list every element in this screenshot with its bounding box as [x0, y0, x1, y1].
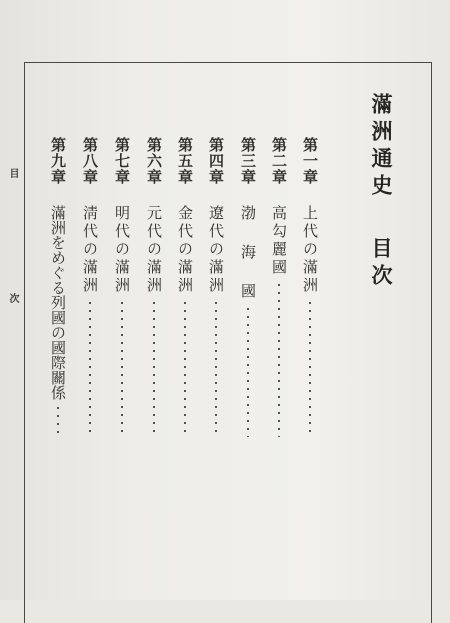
toc-entry-4[interactable] [204, 137, 228, 437]
toc-entry-9[interactable] [46, 137, 70, 437]
toc-entry-7[interactable] [110, 137, 134, 437]
dot-leader [88, 299, 92, 437]
toc-entry-5[interactable] [173, 137, 197, 437]
dot-leader [56, 404, 60, 437]
chapter-number: 第四章 [207, 137, 225, 185]
chapter-number: 第一章 [301, 137, 319, 185]
dot-leader [277, 281, 281, 437]
chapter-title: 元代の滿洲 [145, 205, 163, 295]
toc-heading: 目次 [369, 237, 394, 291]
chapter-title: 上代の滿洲 [301, 205, 319, 295]
chapter-title: 渤 海 國 [239, 205, 257, 301]
toc-title [366, 93, 396, 393]
chapter-title: 金代の滿洲 [176, 205, 194, 295]
chapter-number: 第三章 [239, 137, 257, 185]
chapter-title: 高勾麗國 [270, 205, 288, 277]
chapter-number: 第二章 [270, 137, 288, 185]
dot-leader [183, 299, 187, 437]
chapter-title: 滿洲をめぐる列國の國際關係 [49, 205, 67, 400]
toc-entry-2[interactable] [267, 137, 291, 437]
chapter-title: 淸代の滿洲 [81, 205, 99, 295]
chapter-title: 遼代の滿洲 [207, 205, 225, 295]
dot-leader [152, 299, 156, 437]
toc-entry-6[interactable] [142, 137, 166, 437]
chapter-title: 明代の滿洲 [113, 205, 131, 295]
running-head: 目 次 [7, 168, 18, 355]
chapter-number: 第七章 [113, 137, 131, 185]
chapter-number: 第五章 [176, 137, 194, 185]
chapter-number: 第九章 [49, 137, 67, 185]
dot-leader [246, 305, 250, 437]
toc-entry-1[interactable] [298, 137, 322, 437]
book-title: 滿洲通史 [369, 93, 394, 201]
chapter-number: 第八章 [81, 137, 99, 185]
dot-leader [120, 299, 124, 437]
chapter-number: 第六章 [145, 137, 163, 185]
toc-entry-3[interactable] [236, 137, 260, 437]
toc-entry-8[interactable] [78, 137, 102, 437]
dot-leader [308, 299, 312, 437]
dot-leader [214, 299, 218, 437]
